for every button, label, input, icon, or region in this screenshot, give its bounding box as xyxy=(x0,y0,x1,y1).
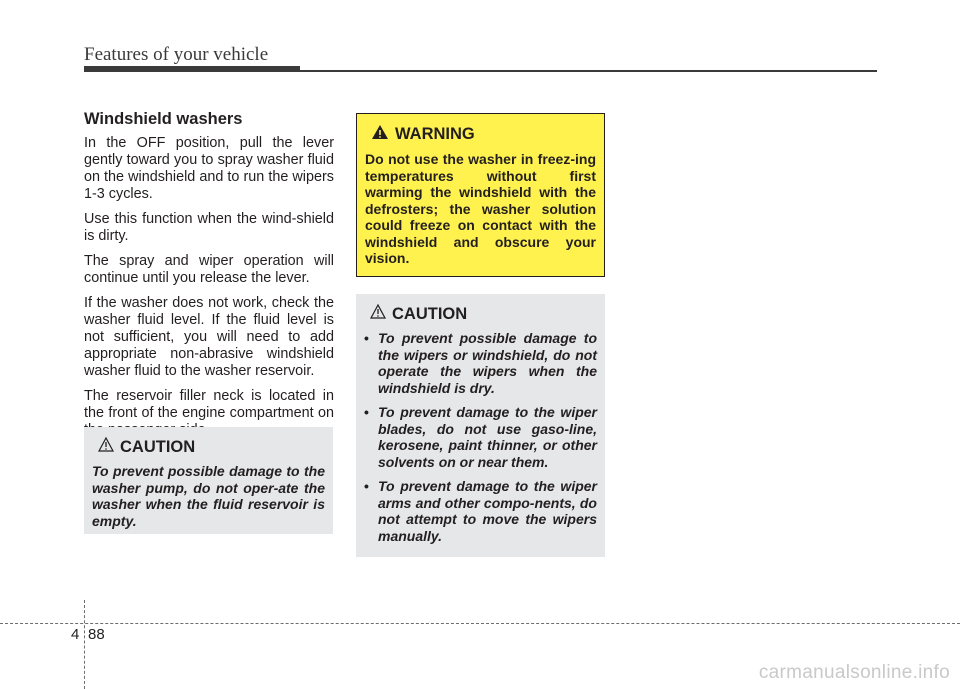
paragraph: The reservoir filler neck is located in the front of the engine compartment on xyxy=(84,388,334,421)
watermark: carmanualsonline.info xyxy=(758,662,950,683)
paragraph: Use this function when the wind-shield is dirty. xyxy=(84,211,334,244)
warning-header xyxy=(371,124,596,145)
caution-triangle-icon xyxy=(98,437,114,457)
list-item: • To prevent damage to the wiper arms and other compo-nents, do not attempt to move the wipers manually. xyxy=(364,478,597,544)
caution-header xyxy=(98,437,325,457)
caution-box-right xyxy=(356,294,605,557)
caution-text: To prevent possible damage to the washer pump, do not oper-ate the washer when the fluid reservoir is empty. xyxy=(92,463,325,529)
page-number: 88 xyxy=(88,626,105,643)
caution-box-left xyxy=(84,427,333,534)
header-bar xyxy=(84,66,300,72)
warning-text: Do not use the washer in freez-ing temperatures without first warming the windshield with the defrosters; the washer solution could freeze on contact with the windshield and obscure your vision. xyxy=(365,151,596,266)
warning-title: WARNING xyxy=(395,125,475,143)
header-title: Features of your vehicle xyxy=(84,44,269,65)
caution-list xyxy=(364,330,597,544)
paragraph: The spray and wiper operation will continue until you release the lever. xyxy=(84,253,334,286)
list-item: • To prevent possible damage to the wipers or windshield, do not operate the wipers when the windshield is dry. xyxy=(364,330,597,396)
caution-title: CAUTION xyxy=(120,437,196,456)
list-item: • To prevent damage to the wiper blades, do not use gaso-line, kerosene, paint thinner, or other solvents on or near them. xyxy=(364,404,597,470)
section-title: Windshield washers xyxy=(84,110,243,128)
header-rule xyxy=(300,70,877,72)
caution-header xyxy=(370,304,597,324)
paragraph: If the washer does not work, check the washer fluid level. If the fluid level is not sufficient, you will need to add appropriate non-abrasive windshield washer fluid to the washer reservoir. xyxy=(84,295,334,379)
chapter-number: 4 xyxy=(71,626,80,643)
warning-box xyxy=(356,113,605,277)
left-column xyxy=(84,110,334,447)
caution-triangle-icon xyxy=(370,304,386,324)
caution-title: CAUTION xyxy=(392,304,468,323)
paragraph: In the OFF position, pull the lever gently toward you to spray washer fluid on the windshield and to run the wipers 1-3 cycles. xyxy=(84,135,334,202)
warning-triangle-icon xyxy=(371,124,389,145)
footer-rule xyxy=(0,623,960,624)
footer-divider xyxy=(84,600,85,689)
